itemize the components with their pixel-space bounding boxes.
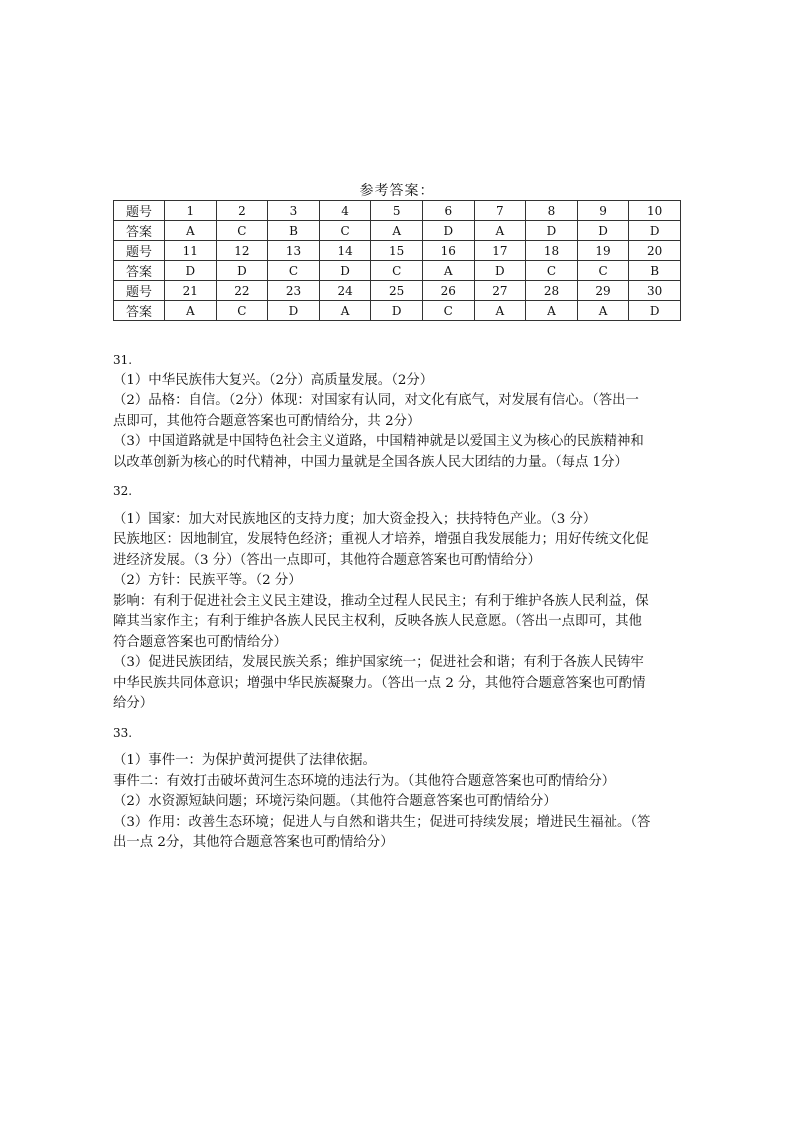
question-number-cell: 24 [319,281,371,301]
answer-cell: B [268,221,320,241]
answer-cell: A [319,301,371,321]
page-title: 参考答案： [359,183,435,199]
question-number-cell: 1 [165,201,217,221]
answer-cell: D [474,261,526,281]
answer-line: （1）中华民族伟大复兴。（2分）高质量发展。（2分） [113,372,434,388]
question-number-cell: 17 [474,241,526,261]
answer-explanations [113,350,683,854]
question-number-row [114,241,681,261]
question-number-row [114,281,681,301]
question-number-cell: 15 [371,241,423,261]
answer-cell: D [216,261,268,281]
row-header-cell: 答案 [114,221,165,241]
question-number-cell: 21 [165,281,217,301]
answer-line: （1）国家：加大对民族地区的支持力度；加大资金投入；扶持特色产业。（3 分） [113,511,597,527]
question-number-cell: 27 [474,281,526,301]
question-number-cell: 13 [268,241,320,261]
question-number: 32. [113,484,133,498]
answer-line: 以改革创新为核心的时代精神，中国力量就是全国各族人民大团结的力量。（每点 1分） [113,454,628,470]
answer-cell: B [629,261,681,281]
question-number-cell: 5 [371,201,423,221]
answer-cell: D [371,301,423,321]
answer-cell: D [629,221,681,241]
answer-cell: C [216,301,268,321]
question-number-cell: 22 [216,281,268,301]
question-32-section [113,481,683,715]
question-number-cell: 10 [629,201,681,221]
answer-cell: D [526,221,578,241]
answer-line: 进经济发展。（3 分）（答出一点即可，其他符合题意答案也可酌情给分） [113,552,541,568]
answer-cell: A [474,301,526,321]
answer-cell: A [526,301,578,321]
answer-table [113,200,681,321]
question-number-cell: 2 [216,201,268,221]
answer-cell: D [165,261,217,281]
answer-cell: D [268,301,320,321]
answer-row [114,261,681,281]
answer-line: 符合题意答案也可酌情给分） [113,634,288,650]
question-number-cell: 25 [371,281,423,301]
question-number: 33. [113,725,133,740]
question-number-cell: 9 [577,201,629,221]
answer-cell: C [577,261,629,281]
row-header-cell: 答案 [114,301,165,321]
answer-line: 给分） [113,696,154,711]
answer-cell: C [422,301,474,321]
question-number-cell: 26 [422,281,474,301]
question-number-cell: 11 [165,241,217,261]
answer-row [114,301,681,321]
question-number-cell: 4 [319,201,371,221]
question-number-cell: 14 [319,241,371,261]
answer-line: 影响：有利于促进社会主义民主建设，推动全过程人民民主；有利于维护各族人民利益，保 [113,593,649,609]
answer-cell: D [629,301,681,321]
question-number-cell: 29 [577,281,629,301]
question-number-row [114,201,681,221]
question-number-cell: 23 [268,281,320,301]
row-header-cell: 题号 [114,201,165,221]
question-number-cell: 20 [629,241,681,261]
question-number-cell: 6 [422,201,474,221]
answer-line: （2）方针：民族平等。（2 分） [113,573,302,588]
question-number-cell: 7 [474,201,526,221]
answer-cell: A [422,261,474,281]
answer-cell: C [371,261,423,281]
answer-cell: A [165,221,217,241]
question-number-cell: 12 [216,241,268,261]
answer-line: （3）促进民族团结，发展民族关系；维护国家统一；促进社会和谐；有利于各族人民铸牢 [113,655,644,670]
answer-cell: A [577,301,629,321]
question-number-cell: 16 [422,241,474,261]
row-header-cell: 题号 [114,241,165,261]
answer-cell: A [165,301,217,321]
answer-line: 民族地区：因地制宜，发展特色经济；重视人才培养，增强自我发展能力；用好传统文化促 [113,532,649,547]
answer-line: 中华民族共同体意识；增强中华民族凝聚力。（答出一点 2 分，其他符合题意答案也可酌情 [113,675,646,691]
answer-cell: C [319,221,371,241]
answer-line: （3）中国道路就是中国特色社会主义道路，中国精神就是以爱国主义为核心的民族精神和 [113,434,644,449]
answer-row [114,221,681,241]
answer-cell: A [474,221,526,241]
answer-line: （3）作用：改善生态环境；促进人与自然和谐共生；促进可持续发展；增进民生福祉。（答 [113,814,651,830]
answer-line: 事件二：有效打击破坏黄河生态环境的违法行为。（其他符合题意答案也可酌情给分） [113,773,616,789]
row-header-cell: 题号 [114,281,165,301]
question-number-cell: 30 [629,281,681,301]
answer-cell: C [526,261,578,281]
answer-cell: C [216,221,268,241]
answer-cell: C [268,261,320,281]
answer-line: 障其当家作主；有利于维护各族人民民主权利，反映各族人民意愿。（答出一点即可，其他 [113,614,642,629]
row-header-cell: 答案 [114,261,165,281]
answer-cell: D [577,221,629,241]
question-number-cell: 28 [526,281,578,301]
question-number-cell: 18 [526,241,578,261]
question-number-cell: 8 [526,201,578,221]
answer-cell: A [371,221,423,241]
question-number-cell: 3 [268,201,320,221]
question-33-section [113,723,683,854]
answer-line: 出一点 2分，其他符合题意答案也可酌情给分） [113,835,394,850]
answer-line: （1）事件一：为保护黄河提供了法律依据。 [113,753,376,768]
answer-line: （2）品格：自信。（2分）体现：对国家有认同，对文化有底气，对发展有信心。（答出一 [113,393,639,408]
answer-cell: D [422,221,474,241]
answer-cell: D [319,261,371,281]
answer-line: （2）水资源短缺问题；环境污染问题。（其他符合题意答案也可酌情给分） [113,794,557,809]
answer-line: 点即可，其他符合题意答案也可酌情给分，共 2分） [113,413,421,429]
question-number-cell: 19 [577,241,629,261]
question-number: 31. [113,353,133,367]
question-31-section [113,350,683,473]
